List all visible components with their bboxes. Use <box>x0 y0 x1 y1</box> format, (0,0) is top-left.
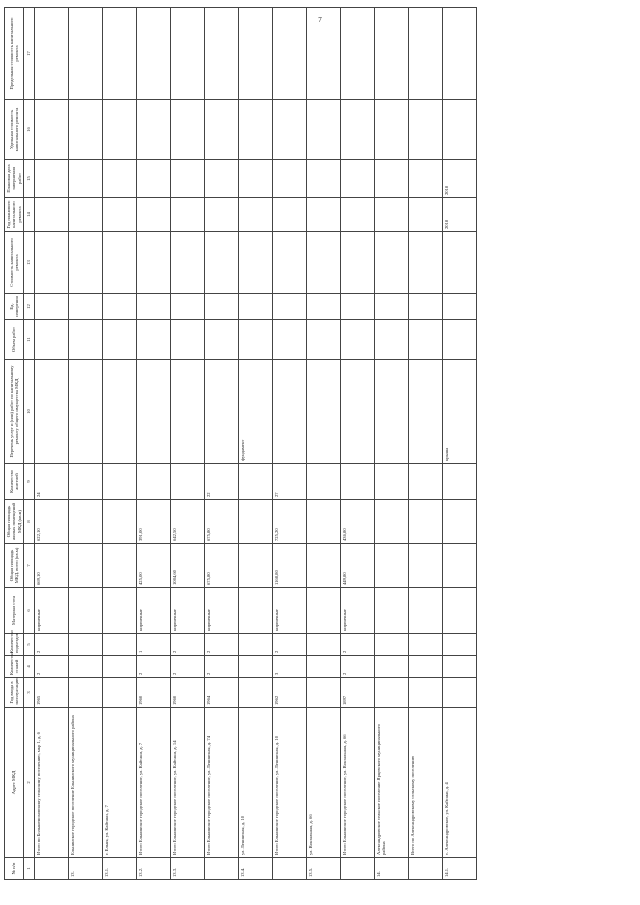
table-cell <box>374 100 408 160</box>
table-cell <box>68 588 102 634</box>
table-cell <box>170 360 204 464</box>
table-cell <box>34 198 68 232</box>
table-cell: 1965 <box>34 678 68 708</box>
table-cell <box>306 232 340 294</box>
table-cell <box>136 232 170 294</box>
table-cell <box>374 8 408 100</box>
column-number: 12 <box>23 294 34 320</box>
header-cell: Общая площадь МКД, всего (кв.м) <box>5 544 24 588</box>
table-cell <box>34 294 68 320</box>
table-cell <box>408 160 442 198</box>
table-cell <box>306 360 340 464</box>
table-cell <box>340 8 374 100</box>
table-cell <box>442 100 476 160</box>
table-cell <box>102 198 136 232</box>
table-cell <box>102 360 136 464</box>
table-cell <box>68 464 102 500</box>
table-cell <box>136 198 170 232</box>
table-cell <box>136 320 170 360</box>
table-cell <box>34 360 68 464</box>
table-cell <box>374 678 408 708</box>
table-cell <box>170 320 204 360</box>
repair-program-table <box>4 7 477 880</box>
table-cell <box>408 100 442 160</box>
table-cell: 2 <box>170 656 204 678</box>
table-cell <box>374 294 408 320</box>
table-cell <box>340 360 374 464</box>
header-cell: Количество подъездов <box>5 634 24 656</box>
table-cell <box>306 100 340 160</box>
table-cell <box>272 360 306 464</box>
table-cell: 425,00 <box>136 544 170 588</box>
column-number-row <box>23 8 34 880</box>
header-cell: Удельная стоимость капитального ремонта <box>5 100 24 160</box>
table-cell <box>102 656 136 678</box>
table-cell: 675,80 <box>204 544 238 588</box>
table-cell: кирпичные <box>340 588 374 634</box>
table-cell <box>102 232 136 294</box>
table-cell <box>272 160 306 198</box>
table-cell <box>136 464 170 500</box>
table-cell <box>102 8 136 100</box>
table-cell <box>204 360 238 464</box>
table-cell <box>272 8 306 100</box>
table-cell <box>340 160 374 198</box>
table-cell: 2 <box>204 634 238 656</box>
table-cell <box>306 464 340 500</box>
table-cell <box>408 8 442 100</box>
column-number: 9 <box>23 464 34 500</box>
table-cell <box>442 464 476 500</box>
header-cell: Количество этажей <box>5 656 24 678</box>
table-row <box>306 8 340 880</box>
table-cell <box>374 360 408 464</box>
table-cell <box>68 294 102 320</box>
table-cell <box>374 500 408 544</box>
table-cell <box>68 8 102 100</box>
table-cell <box>170 160 204 198</box>
table-cell <box>136 100 170 160</box>
header-cell: Объем работ <box>5 320 24 360</box>
table-cell: 1960 <box>170 678 204 708</box>
table-cell <box>408 634 442 656</box>
header-cell: Общая площадь жилых помещений МКД (кв.м) <box>5 500 24 544</box>
table-cell: 2 <box>136 656 170 678</box>
table-cell: 13.4. <box>238 858 272 880</box>
table-cell <box>408 678 442 708</box>
table-cell <box>238 160 272 198</box>
table-cell <box>374 544 408 588</box>
table-cell <box>102 100 136 160</box>
table-cell: 2 <box>272 634 306 656</box>
header-cell: Количество жителей <box>5 464 24 500</box>
table-cell <box>34 8 68 100</box>
table-cell <box>238 464 272 500</box>
table-cell <box>68 100 102 160</box>
table-cell <box>408 656 442 678</box>
table-cell <box>374 634 408 656</box>
table-cell: Итого Ельнинское городское поселение, ул. Ленинская, д. 10 <box>272 708 306 858</box>
table-cell: Итого Ельнинское городское поселение, ул. Кайсаки, д. 7 <box>136 708 170 858</box>
table-cell: Ельнинское городское поселение Ельнинского муниципального района <box>68 708 102 858</box>
table-cell <box>136 360 170 464</box>
table-cell <box>340 858 374 880</box>
table-cell <box>68 544 102 588</box>
table-cell <box>408 360 442 464</box>
column-number: 4 <box>23 656 34 678</box>
table-cell <box>272 294 306 320</box>
table-row <box>204 8 238 880</box>
table-cell <box>136 160 170 198</box>
table-row <box>238 8 272 880</box>
table-cell <box>34 232 68 294</box>
table-cell: 1962 <box>272 678 306 708</box>
table-cell <box>170 100 204 160</box>
table-row <box>170 8 204 880</box>
table-cell <box>204 320 238 360</box>
table-cell: кирпичные <box>170 588 204 634</box>
table-cell <box>442 294 476 320</box>
table-cell <box>136 294 170 320</box>
column-number: 15 <box>23 160 34 198</box>
table-cell: 1964 <box>204 678 238 708</box>
table-cell: кирпичные <box>204 588 238 634</box>
table-cell <box>272 320 306 360</box>
column-number: 3 <box>23 678 34 708</box>
table-cell: 1 <box>136 634 170 656</box>
table-cell: 391,00 <box>136 500 170 544</box>
table-cell <box>374 464 408 500</box>
table-cell <box>340 198 374 232</box>
table-cell: 2 <box>204 656 238 678</box>
table-cell: 2018 <box>442 160 476 198</box>
table-cell: фундамент <box>238 360 272 464</box>
table-cell <box>306 634 340 656</box>
table-cell: 13.3. <box>170 858 204 880</box>
table-cell <box>408 588 442 634</box>
table-cell <box>170 8 204 100</box>
table-cell: Итого Ельнинское городское поселение, ул. Ленинская, д. 74 <box>204 708 238 858</box>
table-cell: 2018 <box>442 198 476 232</box>
column-number: 2 <box>23 708 34 858</box>
table-cell <box>68 678 102 708</box>
table-cell: г. Ельня, ул. Кайсаки, д. 7 <box>102 708 136 858</box>
table-cell <box>442 544 476 588</box>
table-cell <box>102 500 136 544</box>
table-cell: 669,10 <box>34 544 68 588</box>
table-row <box>374 8 408 880</box>
header-cell: Плановая дата завершения работ <box>5 160 24 198</box>
table-cell <box>306 656 340 678</box>
page-number: 7 <box>318 16 322 24</box>
table-cell <box>408 500 442 544</box>
table-cell <box>306 198 340 232</box>
table-cell: 622,10 <box>34 500 68 544</box>
table-cell <box>442 588 476 634</box>
table-cell <box>102 588 136 634</box>
table-cell <box>306 160 340 198</box>
column-number: 6 <box>23 588 34 634</box>
table-cell <box>306 320 340 360</box>
table-cell <box>238 294 272 320</box>
table-cell: 2 <box>340 634 374 656</box>
column-number: 14 <box>23 198 34 232</box>
table-cell: 642,50 <box>170 500 204 544</box>
table-cell <box>442 8 476 100</box>
header-cell: Год планового капитального ремонта <box>5 198 24 232</box>
table-cell <box>102 678 136 708</box>
table-cell <box>340 232 374 294</box>
table-cell <box>68 198 102 232</box>
table-cell: 13.2. <box>136 858 170 880</box>
table-cell <box>68 232 102 294</box>
table-cell <box>306 678 340 708</box>
table-cell: 725,20 <box>272 500 306 544</box>
table-cell <box>408 858 442 880</box>
table-cell <box>238 500 272 544</box>
table-cell <box>306 8 340 100</box>
table-cell <box>102 294 136 320</box>
table-cell: крыша <box>442 360 476 464</box>
table-cell <box>102 544 136 588</box>
table-cell <box>204 100 238 160</box>
table-cell <box>442 500 476 544</box>
table-cell <box>136 8 170 100</box>
column-number: 7 <box>23 544 34 588</box>
table-cell <box>340 294 374 320</box>
table-cell <box>442 678 476 708</box>
table-cell: 27 <box>272 464 306 500</box>
table-cell <box>170 464 204 500</box>
header-cell: Ед. измерения <box>5 294 24 320</box>
table-cell: ул. Ленинская, д. 10 <box>238 708 272 858</box>
table-cell <box>34 320 68 360</box>
table-cell <box>238 320 272 360</box>
table-cell <box>408 464 442 500</box>
table-cell: 22 <box>204 464 238 500</box>
table-cell <box>374 320 408 360</box>
table-cell <box>374 160 408 198</box>
table-cell: кирпичные <box>136 588 170 634</box>
table-cell: 1168,80 <box>272 544 306 588</box>
table-cell: ул. Вокзальная, д. 66 <box>306 708 340 858</box>
table-cell <box>442 232 476 294</box>
table-cell: Итого Ельнинское городское поселение, ул. Кайсаки, д. 14 <box>170 708 204 858</box>
column-number: 16 <box>23 100 34 160</box>
table-cell: 2 <box>170 634 204 656</box>
table-cell <box>68 500 102 544</box>
table-cell <box>238 232 272 294</box>
table-cell <box>238 100 272 160</box>
column-number: 8 <box>23 500 34 544</box>
column-number: 1 <box>23 858 34 880</box>
table-cell <box>204 160 238 198</box>
table-cell <box>68 360 102 464</box>
table-cell <box>102 320 136 360</box>
table-cell <box>170 232 204 294</box>
table-cell: с. Александровское, ул. Кайсаки, д. 4 <box>442 708 476 858</box>
column-number: 17 <box>23 8 34 100</box>
table-cell: Итого Ельнинское городское поселение, ул. Вокзальная, д. 66 <box>340 708 374 858</box>
table-cell <box>170 198 204 232</box>
table-cell: 1084,60 <box>170 544 204 588</box>
table-cell: 24 <box>34 464 68 500</box>
table-cell <box>306 294 340 320</box>
table-cell <box>374 656 408 678</box>
column-number: 13 <box>23 232 34 294</box>
table-cell <box>340 100 374 160</box>
table-row <box>272 8 306 880</box>
table-cell: Александровское сельское поселение Ярцевского муниципального района <box>374 708 408 858</box>
table-cell <box>272 100 306 160</box>
table-cell <box>340 464 374 500</box>
table-row <box>442 8 476 880</box>
table-cell <box>68 634 102 656</box>
table-row <box>136 8 170 880</box>
table-cell <box>204 198 238 232</box>
table-cell: 1897 <box>340 678 374 708</box>
table-cell <box>238 8 272 100</box>
table-cell: 13. <box>68 858 102 880</box>
table-cell <box>442 320 476 360</box>
table-cell: Итого по Большемоховскому сельскому поселению, мкр 1, д. 6 <box>34 708 68 858</box>
header-cell: Материал стен <box>5 588 24 634</box>
table-cell <box>238 656 272 678</box>
table-cell <box>374 588 408 634</box>
table-cell <box>34 160 68 198</box>
table-cell <box>272 858 306 880</box>
table-cell <box>408 198 442 232</box>
table-cell <box>68 160 102 198</box>
table-cell <box>306 544 340 588</box>
table-cell: 13.1. <box>102 858 136 880</box>
table-cell <box>340 320 374 360</box>
header-cell: № п/п <box>5 858 24 880</box>
table-cell: 14. <box>374 858 408 880</box>
column-number: 10 <box>23 360 34 464</box>
header-cell: Предельная стоимость капитального ремонта <box>5 8 24 100</box>
table-cell <box>306 588 340 634</box>
table-cell <box>102 464 136 500</box>
header-cell: Перечень услуг и (или) работ по капитальному ремонту общего имущества МКД <box>5 360 24 464</box>
rotated-table-container <box>4 8 616 880</box>
table-cell <box>272 198 306 232</box>
table-cell <box>442 656 476 678</box>
table-body <box>34 8 476 880</box>
table-cell <box>238 678 272 708</box>
table-cell: 2 <box>340 656 374 678</box>
table-cell <box>102 634 136 656</box>
table-row <box>340 8 374 880</box>
table-cell: 2 <box>34 656 68 678</box>
table-cell <box>34 858 68 880</box>
table-cell <box>68 320 102 360</box>
table-cell: 1960 <box>136 678 170 708</box>
table-cell <box>34 100 68 160</box>
table-cell <box>102 160 136 198</box>
table-cell: кирпичные <box>272 588 306 634</box>
table-cell <box>408 232 442 294</box>
table-row <box>34 8 68 880</box>
table-cell <box>374 232 408 294</box>
table-cell <box>68 656 102 678</box>
table-cell <box>238 634 272 656</box>
table-cell: 14.1. <box>442 858 476 880</box>
table-cell <box>204 858 238 880</box>
column-number: 5 <box>23 634 34 656</box>
table-cell: Всего по Александровскому сельскому поселению <box>408 708 442 858</box>
table-cell <box>408 294 442 320</box>
header-cell: Адрес МКД <box>5 708 24 858</box>
table-cell: 449,80 <box>340 544 374 588</box>
table-cell <box>204 232 238 294</box>
table-cell <box>442 634 476 656</box>
table-cell <box>238 588 272 634</box>
table-cell: 675,80 <box>204 500 238 544</box>
table-cell: 3 <box>272 656 306 678</box>
table-cell <box>204 8 238 100</box>
table-cell: 2 <box>34 634 68 656</box>
table-cell: 436,80 <box>340 500 374 544</box>
table-cell <box>408 320 442 360</box>
header-cell: Год ввода в эксплуатацию <box>5 678 24 708</box>
table-cell <box>204 294 238 320</box>
table-row <box>102 8 136 880</box>
table-cell <box>170 294 204 320</box>
column-number: 11 <box>23 320 34 360</box>
table-cell <box>374 198 408 232</box>
table-cell: кирпичные <box>34 588 68 634</box>
table-row <box>408 8 442 880</box>
header-row <box>5 8 24 880</box>
table-cell: 13.5. <box>306 858 340 880</box>
table-cell <box>408 544 442 588</box>
table-cell <box>238 544 272 588</box>
table-cell <box>306 500 340 544</box>
header-cell: Стоимость капитального ремонта <box>5 232 24 294</box>
table-cell <box>272 232 306 294</box>
table-row <box>68 8 102 880</box>
table-cell <box>238 198 272 232</box>
